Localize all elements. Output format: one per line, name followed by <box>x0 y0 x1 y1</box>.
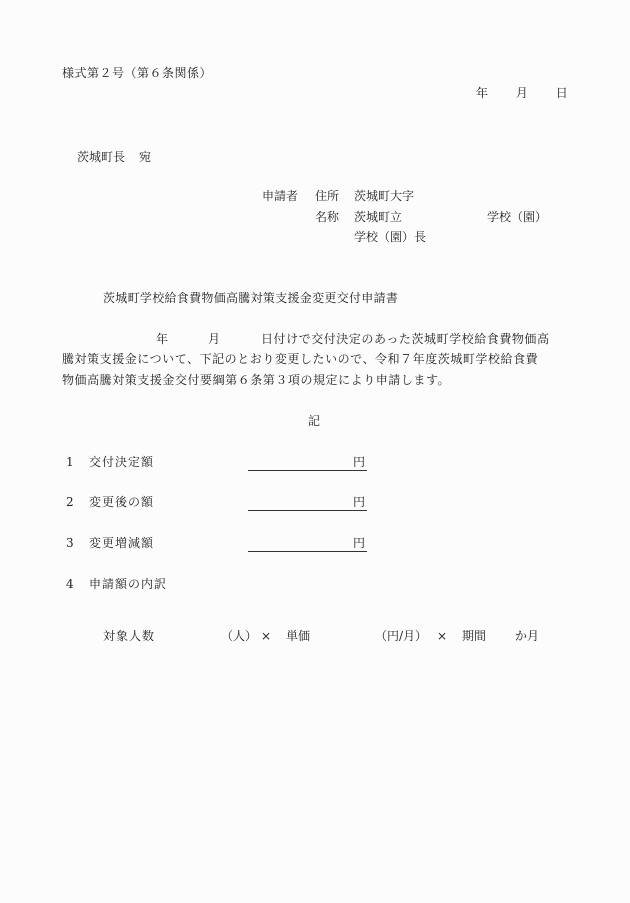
addressee-name: 茨城町長 <box>77 150 126 164</box>
document-title: 茨城町学校給食費物価高騰対策支援金変更交付申請書 <box>103 291 399 305</box>
multiply-icon: × <box>261 629 272 643</box>
name-label: 名称 <box>315 210 340 224</box>
item-row-decision-amount <box>0 456 630 472</box>
body-month-field[interactable]: 月 <box>208 332 221 346</box>
unit-price-unit: （円/月） <box>375 629 428 643</box>
changed-amount-field[interactable] <box>248 496 367 511</box>
yen-unit: 円 <box>352 455 365 469</box>
body-line-2: 騰対策支援金について、下記のとおり変更したいので、令和７年度茨城町学校給食費 <box>62 352 539 366</box>
multiply-icon: × <box>437 629 448 643</box>
item-row-difference-amount <box>0 537 630 553</box>
head-title-field[interactable]: 学校（園）長 <box>354 230 427 244</box>
yen-unit: 円 <box>352 495 365 509</box>
item-row-changed-amount <box>0 496 630 512</box>
name-suffix: 学校（園） <box>487 210 548 224</box>
address-label: 住所 <box>315 189 340 203</box>
date-line <box>476 87 568 99</box>
date-year-field[interactable]: 年 <box>476 86 489 100</box>
item-number: 2 <box>66 495 74 509</box>
period-unit: か月 <box>515 629 540 643</box>
item-number: 4 <box>66 577 74 591</box>
name-field[interactable]: 茨城町立 <box>354 210 403 224</box>
date-day-field[interactable]: 日 <box>555 86 568 100</box>
item-number: 3 <box>66 536 74 550</box>
item-label: 申請額の内訳 <box>89 577 168 591</box>
period-label: 期間 <box>462 629 487 643</box>
decision-amount-field[interactable] <box>248 456 367 471</box>
addressee <box>77 151 151 163</box>
applicant-label: 申請者 <box>262 189 299 203</box>
item-number: 1 <box>66 455 74 469</box>
date-month-field[interactable]: 月 <box>515 86 528 100</box>
address-field[interactable]: 茨城町大字 <box>354 189 415 203</box>
body-line-3: 物価高騰対策支援金交付要綱第６条第３項の規定により申請します。 <box>62 373 451 387</box>
unit-price-label: 単価 <box>286 629 311 643</box>
difference-amount-field[interactable] <box>248 537 367 552</box>
addressee-honorific: 宛 <box>139 150 152 164</box>
item-label: 変更増減額 <box>89 536 155 550</box>
ki-heading: 記 <box>308 414 321 428</box>
breakdown-formula <box>103 630 563 646</box>
body-year-field[interactable]: 年 <box>156 332 169 346</box>
item-label: 交付決定額 <box>89 455 155 469</box>
body-text: 日付けで交付決定のあった茨城町学校給食費物価高 <box>261 332 550 346</box>
item-row-breakdown <box>0 578 630 594</box>
item-label: 変更後の額 <box>89 495 155 509</box>
persons-label: 対象人数 <box>103 629 156 643</box>
yen-unit: 円 <box>352 536 365 550</box>
form-number: 様式第２号（第６条関係） <box>62 66 213 80</box>
persons-unit: （人） <box>221 629 258 643</box>
